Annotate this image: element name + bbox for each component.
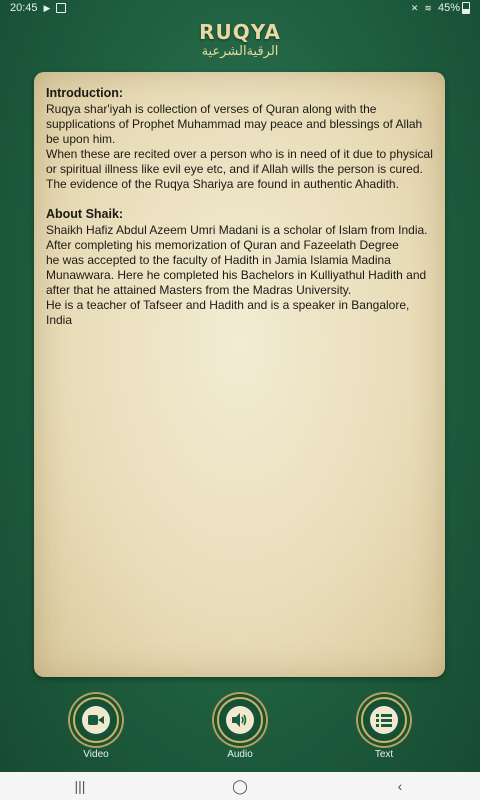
battery-indicator: [438, 2, 470, 14]
battery-icon: [462, 2, 470, 14]
introduction-section: [46, 86, 433, 192]
introduction-heading: Introduction:: [46, 86, 124, 100]
about-text: Shaikh Hafiz Abdul Azeem Umri Madani is a scholar of Islam from India. After completing his memorization of Quran and Fazeelath Degree he was accepted to the faculty of Hadith in Jamia Islamia Madina Munawwara. Here he completed his Bachelors in Kulliyathul Hadith and after that he attained Masters from the Madras University. He is a teacher of Tafseer and Hadith and is a speaker in Bangalore, India: [46, 223, 428, 327]
system-nav-bar: [0, 772, 480, 800]
bottom-nav: [0, 697, 480, 767]
list-icon: [376, 714, 392, 727]
content-panel[interactable]: [34, 72, 445, 677]
about-section: [46, 207, 433, 328]
about-heading: About Shaik:: [46, 207, 124, 221]
audio-button-circle[interactable]: [217, 697, 263, 743]
wifi-icon: ≋: [424, 2, 432, 13]
mute-icon: ✕: [410, 2, 419, 13]
battery-percent: 45%: [437, 2, 460, 14]
app-subtitle-arabic: الرقيةالشرعية: [201, 44, 279, 59]
video-label: Video: [83, 749, 109, 760]
status-time: 20:45: [10, 2, 38, 14]
audio-button[interactable]: [210, 697, 270, 760]
text-button[interactable]: [354, 697, 414, 760]
notification-icon: [56, 3, 66, 13]
play-icon: ▶: [43, 2, 51, 13]
recent-apps-icon[interactable]: |||: [74, 778, 86, 794]
video-button-circle[interactable]: [73, 697, 119, 743]
battery-fill: [463, 9, 469, 14]
video-button[interactable]: [66, 697, 126, 760]
introduction-text: Ruqya shar'iyah is collection of verses of Quran along with the supplications of Prophet Muhammad may peace and blessings of Allah be upon him. When these are recited over a person who is in need of it due to physical or spiritual illness like evil eye etc, and if Allah wills the person is cured. The evidence of the Ruqya Shariya are found in authentic Ahadith.: [46, 102, 433, 191]
text-button-circle[interactable]: [361, 697, 407, 743]
home-icon[interactable]: ◯: [232, 777, 248, 794]
speaker-icon: [232, 713, 248, 727]
video-camera-icon: [88, 714, 104, 726]
text-label: Text: [374, 749, 394, 760]
back-icon[interactable]: ‹: [397, 778, 403, 794]
status-bar: [0, 0, 480, 16]
audio-label: Audio: [227, 749, 253, 760]
app-title: RUQYA: [199, 20, 281, 44]
